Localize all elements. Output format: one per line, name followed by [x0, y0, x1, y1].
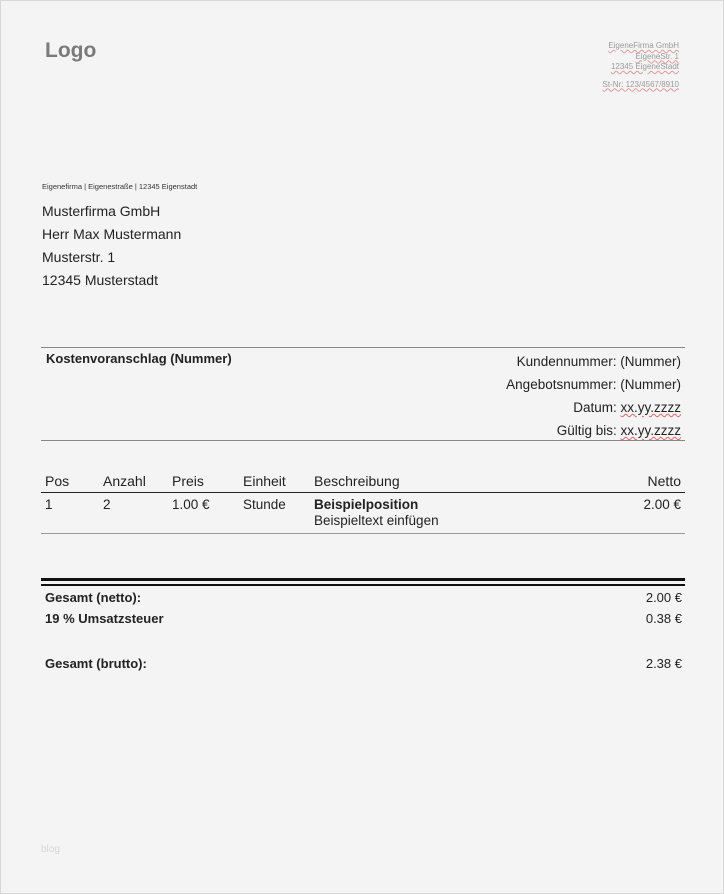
recipient-city: 12345 Musterstadt [42, 272, 158, 288]
col-pos: Pos [41, 471, 99, 493]
sender-street: EigeneStr. 1 [635, 51, 679, 61]
meta-offer-number: Angebotsnummer: (Nummer) [506, 377, 681, 392]
item-title: Beispielposition [314, 497, 419, 512]
recipient-company: Musterfirma GmbH [42, 203, 161, 219]
recipient-name: Herr Max Mustermann [42, 226, 182, 242]
recipient-street: Musterstr. 1 [42, 249, 116, 265]
return-address-line: Eigenefirma | Eigenestraße | 12345 Eigenstadt [42, 182, 198, 191]
tax-row: 19 % Umsatzsteuer 0.38 € [45, 611, 682, 626]
divider [41, 440, 685, 441]
recipient-address [42, 200, 181, 292]
items-table [41, 471, 685, 534]
col-description: Beschreibung [310, 471, 597, 493]
cell-description [310, 493, 597, 534]
col-price: Preis [168, 471, 239, 493]
sender-address [603, 41, 680, 90]
sender-company: EigeneFirma GmbH [608, 41, 679, 50]
col-unit: Einheit [239, 471, 310, 493]
cell-unit: Stunde [239, 493, 310, 534]
document-meta [506, 350, 681, 442]
total-net-row: Gesamt (netto): 2.00 € [45, 590, 682, 605]
col-qty: Anzahl [99, 471, 168, 493]
col-net: Netto [597, 471, 685, 493]
table-row [41, 493, 685, 534]
logo: Logo [45, 39, 97, 62]
sender-tax-id: St-Nr: 123/4567/8910 [602, 79, 679, 89]
meta-customer-number: Kundennummer: (Nummer) [516, 354, 681, 369]
totals-divider [41, 584, 685, 586]
watermark: blog [41, 844, 60, 855]
divider [41, 347, 685, 348]
cell-price: 1.00 € [168, 493, 239, 534]
table-header-row [41, 471, 685, 493]
meta-date: Datum: xx.yy.zzzz [573, 400, 681, 415]
sender-city: 12345 EigeneStadt [610, 62, 679, 71]
meta-valid-until: Gültig bis: xx.yy.zzzz [556, 423, 681, 438]
totals-divider [41, 578, 685, 581]
cell-qty: 2 [99, 493, 168, 534]
total-gross-row: Gesamt (brutto): 2.38 € [45, 656, 682, 671]
item-text: Beispieltext einfügen [314, 513, 439, 528]
cell-pos: 1 [41, 493, 99, 534]
document-title: Kostenvoranschlag (Nummer) [46, 351, 232, 366]
cell-net: 2.00 € [597, 493, 685, 534]
